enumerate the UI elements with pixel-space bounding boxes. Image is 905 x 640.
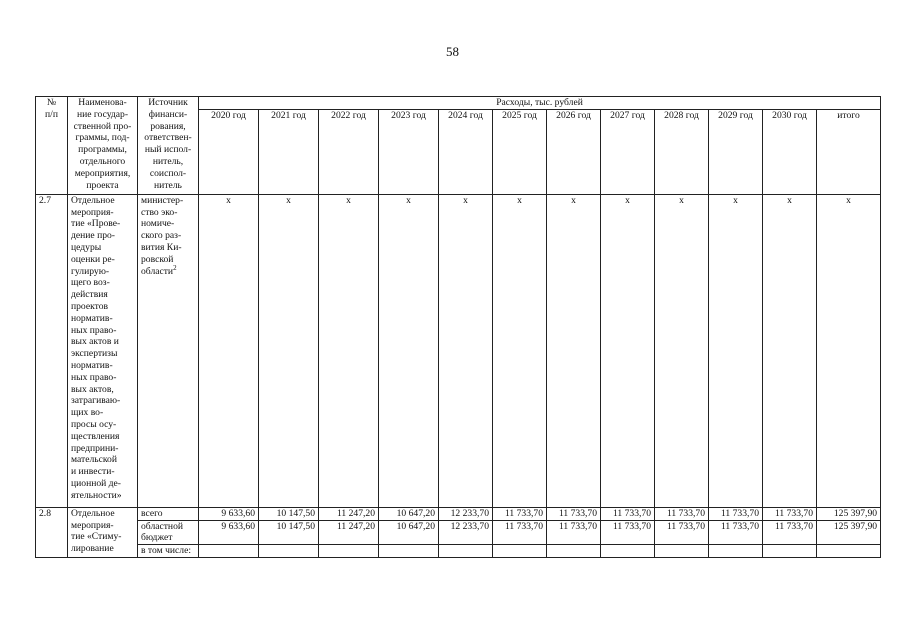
- header-expenses: Расходы, тыс. рублей: [199, 97, 881, 110]
- value-cell: x: [817, 194, 881, 507]
- year-header: 2028 год: [655, 109, 709, 194]
- table-row: [36, 545, 881, 558]
- value-cell: 12 233,70: [439, 507, 493, 520]
- value-cell: [259, 545, 319, 558]
- footnote-mark: 2: [173, 263, 177, 272]
- value-cell: [319, 545, 379, 558]
- value-cell: 11 247,20: [319, 520, 379, 545]
- table-row: [36, 194, 881, 507]
- expenses-table: [35, 96, 881, 558]
- header-num: № п/п: [36, 97, 68, 195]
- value-cell: [709, 545, 763, 558]
- value-cell: x: [709, 194, 763, 507]
- value-cell: 11 733,70: [547, 507, 601, 520]
- year-header: 2025 год: [493, 109, 547, 194]
- value-cell: 12 233,70: [439, 520, 493, 545]
- value-cell: 9 633,60: [199, 507, 259, 520]
- value-cell: [763, 545, 817, 558]
- year-header: 2023 год: [379, 109, 439, 194]
- value-cell: 11 247,20: [319, 507, 379, 520]
- value-cell: x: [601, 194, 655, 507]
- value-cell: x: [547, 194, 601, 507]
- row-number: 2.8: [36, 507, 68, 557]
- table-row: [36, 507, 881, 520]
- value-cell: x: [763, 194, 817, 507]
- value-cell: x: [493, 194, 547, 507]
- measure-name: Отдельное мероприя- тие «Стиму- лирование: [68, 507, 138, 557]
- funding-source: областной бюджет: [138, 520, 199, 545]
- value-cell: 11 733,70: [493, 507, 547, 520]
- value-cell: [199, 545, 259, 558]
- value-cell: [439, 545, 493, 558]
- value-cell: x: [439, 194, 493, 507]
- value-cell: [547, 545, 601, 558]
- value-cell: 11 733,70: [709, 507, 763, 520]
- value-cell: 11 733,70: [493, 520, 547, 545]
- value-cell: 10 147,50: [259, 520, 319, 545]
- measure-name: Отдельное мероприя- тие «Прове- дение про- цедуры оценки ре- гулирую- щего воз- действия проектов норматив- ных право- вых актов и экспертизы норматив- ных право- вых актов, затрагиваю- щих во- просы осу- ществления предприни- мательской и инвести- ционной де- ятельности»: [68, 194, 138, 507]
- row-number: 2.7: [36, 194, 68, 507]
- value-cell: x: [379, 194, 439, 507]
- year-header: 2021 год: [259, 109, 319, 194]
- year-header: 2022 год: [319, 109, 379, 194]
- value-cell: [655, 545, 709, 558]
- header-name: Наименова- ние государ- ственной про- граммы, под- программы, отдельного мероприятия, проекта: [68, 97, 138, 195]
- value-cell: 10 147,50: [259, 507, 319, 520]
- value-cell: 11 733,70: [655, 520, 709, 545]
- header-source: Источник финанси- рования, ответствен- ный испол- нитель, соиспол- нитель: [138, 97, 199, 195]
- value-cell: x: [655, 194, 709, 507]
- funding-source: в том числе:: [138, 545, 199, 558]
- value-cell: 125 397,90: [817, 520, 881, 545]
- value-cell: x: [199, 194, 259, 507]
- value-cell: [379, 545, 439, 558]
- value-cell: 11 733,70: [547, 520, 601, 545]
- value-cell: 11 733,70: [763, 520, 817, 545]
- value-cell: 11 733,70: [709, 520, 763, 545]
- value-cell: 11 733,70: [601, 507, 655, 520]
- value-cell: x: [259, 194, 319, 507]
- funding-source: министер- ство эко- номиче- ского раз- вития Ки- ровской области$^2$: [138, 194, 199, 507]
- year-header: 2027 год: [601, 109, 655, 194]
- value-cell: 10 647,20: [379, 520, 439, 545]
- value-cell: [817, 545, 881, 558]
- value-cell: 125 397,90: [817, 507, 881, 520]
- value-cell: 10 647,20: [379, 507, 439, 520]
- year-header: 2026 год: [547, 109, 601, 194]
- value-cell: [601, 545, 655, 558]
- year-header: 2024 год: [439, 109, 493, 194]
- value-cell: [493, 545, 547, 558]
- funding-source: всего: [138, 507, 199, 520]
- year-header: 2029 год: [709, 109, 763, 194]
- value-cell: 9 633,60: [199, 520, 259, 545]
- table-row: [36, 520, 881, 545]
- value-cell: 11 733,70: [601, 520, 655, 545]
- value-cell: 11 733,70: [655, 507, 709, 520]
- header-row: [36, 97, 881, 110]
- year-header: 2030 год: [763, 109, 817, 194]
- page-number: 58: [446, 44, 459, 59]
- value-cell: x: [319, 194, 379, 507]
- value-cell: 11 733,70: [763, 507, 817, 520]
- year-header: 2020 год: [199, 109, 259, 194]
- year-header-total: итого: [817, 109, 881, 194]
